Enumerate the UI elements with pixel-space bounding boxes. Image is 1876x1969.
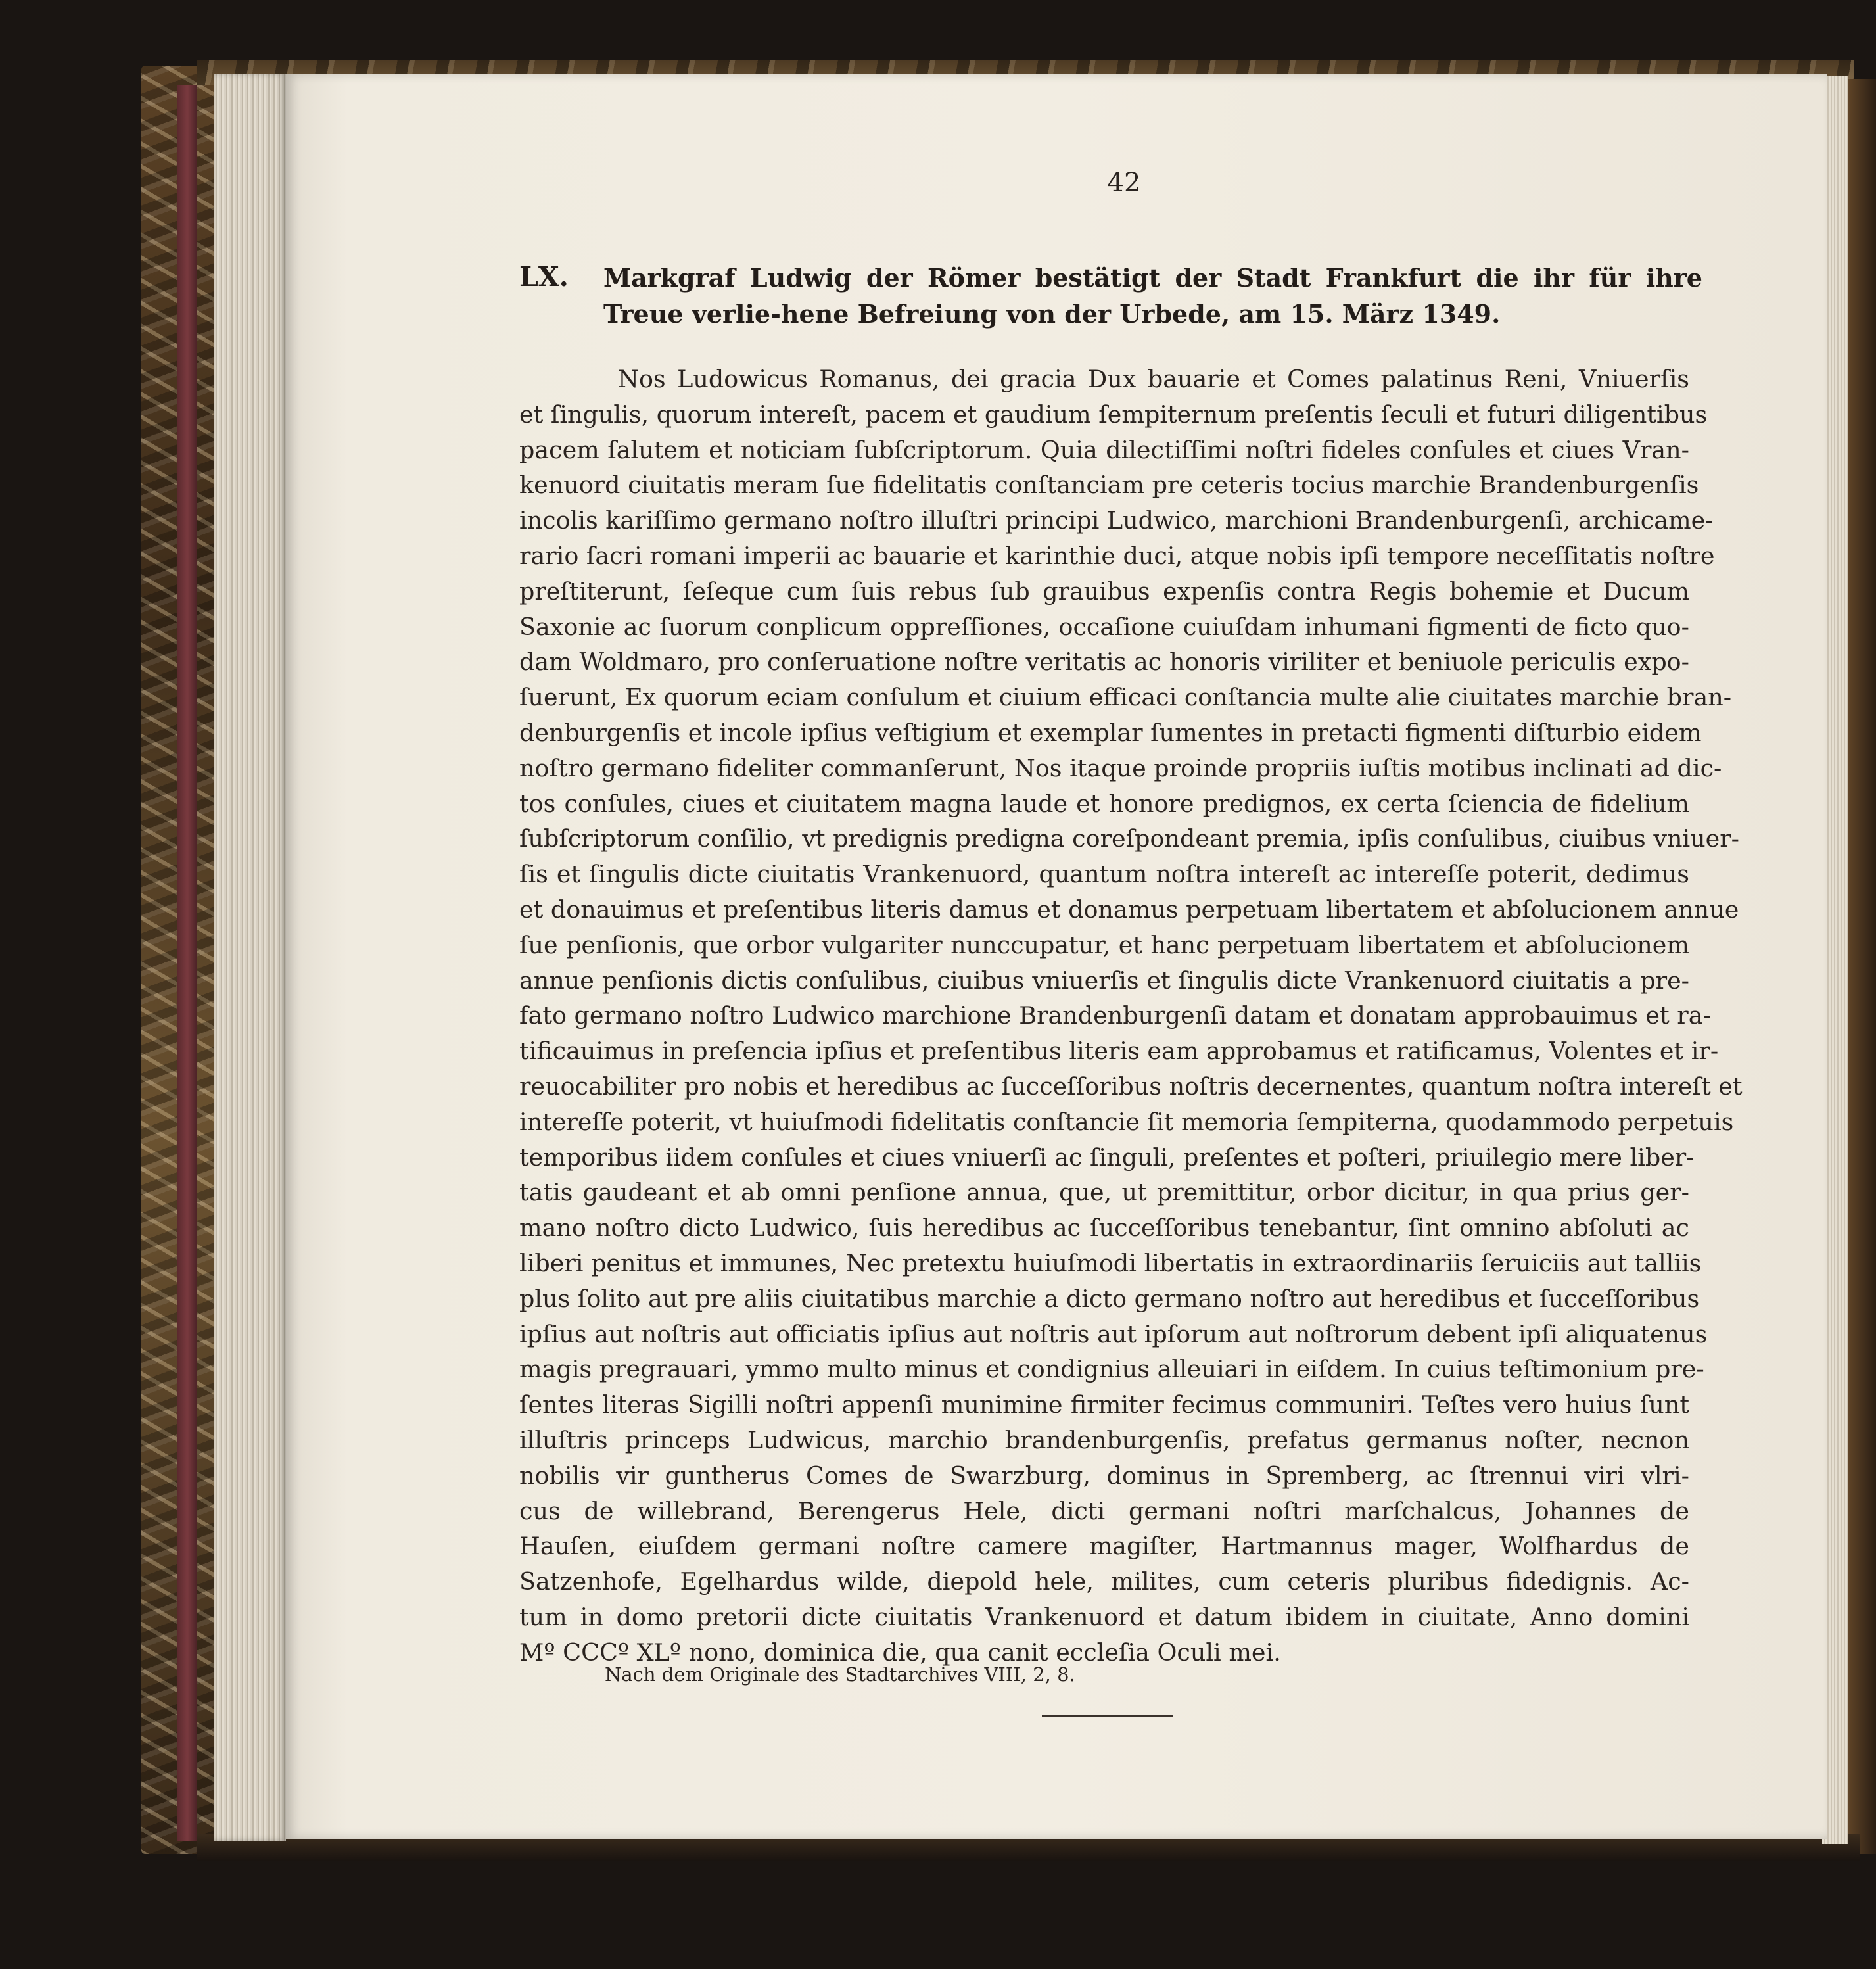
text-line: Hauſen, eiuſdem germani noſtre camere magiſter, Hartmannus mager, Wolfhardus de <box>519 1532 1689 1561</box>
text-line: rario ſacri romani imperii ac bauarie et karinthie duci, atque nobis ipſi tempore neceſſitatis noſtre <box>519 541 1715 570</box>
heading-number: LX. <box>519 261 569 293</box>
text-line: magis pregrauari, ymmo multo minus et condignius alleuiari in eiſdem. In cuius teſtimonium pre- <box>519 1355 1704 1384</box>
end-rule <box>1042 1715 1173 1717</box>
text-line: intereſſe poterit, vt huiuſmodi fidelitatis conſtancie ſit memoria ſempiterna, quodammodo perpetuis <box>519 1107 1734 1136</box>
heading-title: Markgraf Ludwig der Römer bestätigt der Stadt Frankfurt die ihr für ihre Treue verlie-hene Befreiung von der Urbede, am 15. März 1349. <box>603 263 1702 329</box>
text-line: ſis et ſingulis dicte ciuitatis Vrankenuord, quantum noſtra intereſt ac intereſſe poterit, dedimus <box>519 860 1689 889</box>
book-spine <box>177 85 197 1841</box>
text-line: tum in domo pretorii dicte ciuitatis Vrankenuord et datum ibidem in ciuitate, Anno domini <box>519 1602 1689 1631</box>
text-line: reuocabiliter pro nobis et heredibus ac ſucceſſoribus noſtris decernentes, quantum noſtra intereſt et <box>519 1072 1743 1101</box>
text-line: liberi penitus et immunes, Nec pretextu huiuſmodi libertatis in extraordinariis ſeruiciis aut talliis <box>519 1248 1702 1277</box>
text-line: dam Woldmaro, pro conſeruatione noſtre veritatis ac honoris viriliter et beniuole periculis expo- <box>519 648 1689 676</box>
text-line: ſubſcriptorum conſilio, vt predignis predigna coreſpondeant premia, ipſis conſulibus, ciuibus vniuer- <box>519 824 1740 853</box>
page-number: 42 <box>1107 168 1141 198</box>
text-line: tatis gaudeant et ab omni penſione annua, que, ut premittitur, orbor dicitur, in qua prius ger- <box>519 1178 1689 1207</box>
text-line: ſentes literas Sigilli noſtri appenſi munimine firmiter fecimus communiri. Teſtes vero huius ſunt <box>519 1390 1689 1419</box>
text-line: et donauimus et preſentibus literis damus et donamus perpetuam libertatem et abſolucionem annue <box>519 895 1739 924</box>
charter-text <box>519 362 1743 1670</box>
text-line: temporibus iidem conſules et ciues vniuerſi ac ſinguli, preſentes et poſteri, priuilegio mere liber- <box>519 1143 1695 1172</box>
text-line: denburgenſis et incole ipſius veſtigium et exemplar ſumentes in pretacti figmenti diſturbio eidem <box>519 718 1702 747</box>
text-line: Satzenhofe, Egelhardus wilde, diepold hele, milites, cum ceteris pluribus fidedignis. Ac- <box>519 1567 1689 1596</box>
text-line: Nos Ludowicus Romanus, dei gracia Dux bauarie et Comes palatinus Reni, Vniuerſis <box>618 365 1689 393</box>
text-line: kenuord ciuitatis meram ſue fidelitatis conſtanciam pre ceteris tocius marchie Brandenburgenſis <box>519 471 1699 500</box>
text-line: tos conſules, ciues et ciuitatem magna laude et honore predignos, ex certa ſciencia de fidelium <box>519 789 1689 818</box>
text-line: nobilis vir guntherus Comes de Swarzburg, dominus in Spremberg, ac ſtrennui viri vlri- <box>519 1461 1689 1490</box>
text-line: mano noſtro dicto Ludwico, ſuis heredibus ac ſucceſſoribus tenebantur, ſint omnino abſoluti ac <box>519 1214 1689 1243</box>
text-line: annue penſionis dictis conſulibus, ciuibus vniuerſis et ſingulis dicte Vrankenuord ciuitatis a pre- <box>519 966 1689 995</box>
text-line: Mº CCCº XLº nono, dominica die, qua canit eccleſia Oculi mei. <box>519 1638 1281 1667</box>
text-line: noſtro germano fideliter commanſerunt, Nos itaque proinde propriis iuſtis motibus inclinati ad dic- <box>519 753 1722 782</box>
text-line: ſue penſionis, que orbor vulgariter nunccupatur, et hanc perpetuam libertatem et abſolucionem <box>519 930 1689 959</box>
page-edges-left <box>214 74 286 1841</box>
text-line: incolis kariſſimo germano noſtro illuſtri principi Ludwico, marchioni Brandenburgenſi, archicame- <box>519 506 1714 535</box>
text-line: ipſius aut noſtris aut officiatis ipſius aut noſtris aut ipſorum aut noſtrorum debent ipſi aliquatenus <box>519 1319 1708 1348</box>
text-line: illuſtris princeps Ludwicus, marchio brandenburgenſis, prefatus germanus noſter, necnon <box>519 1425 1689 1454</box>
text-line: fato germano noſtro Ludwico marchione Brandenburgenſi datam et donatam approbauimus et ra- <box>519 1001 1711 1030</box>
text-line: pacem ſalutem et noticiam ſubſcriptorum. Quia dilectiſſimi noſtri fideles conſules et ciues Vran- <box>519 435 1689 464</box>
text-line: et ſingulis, quorum intereſt, pacem et gaudium ſempiternum preſentis ſeculi et futuri diligentibus <box>519 400 1708 429</box>
source-note: Nach dem Originale des Stadtarchives VIII, 2, 8. <box>605 1663 1075 1686</box>
text-line: tificauimus in preſencia ipſius et preſentibus literis eam approbamus et ratificamus, Volentes et ir- <box>519 1037 1719 1066</box>
text-line: preſtiterunt, ſeſeque cum ſuis rebus ſub grauibus expenſis contra Regis bohemie et Ducum <box>519 577 1689 605</box>
text-line: ſuerunt, Ex quorum eciam conſulum et ciuium efficaci conſtancia multe alie ciuitates marchie bran- <box>519 683 1732 712</box>
text-line: Saxonie ac ſuorum conplicum oppreſſiones, occaſione cuiuſdam inhumani figmenti de ficto quo- <box>519 612 1689 641</box>
text-line: plus ſolito aut pre aliis ciuitatibus marchie a dicto germano noſtro aut heredibus et ſucceſſoribus <box>519 1284 1700 1313</box>
text-line: cus de willebrand, Berengerus Hele, dicti germani noſtri marſchalcus, Johannes de <box>519 1496 1689 1525</box>
